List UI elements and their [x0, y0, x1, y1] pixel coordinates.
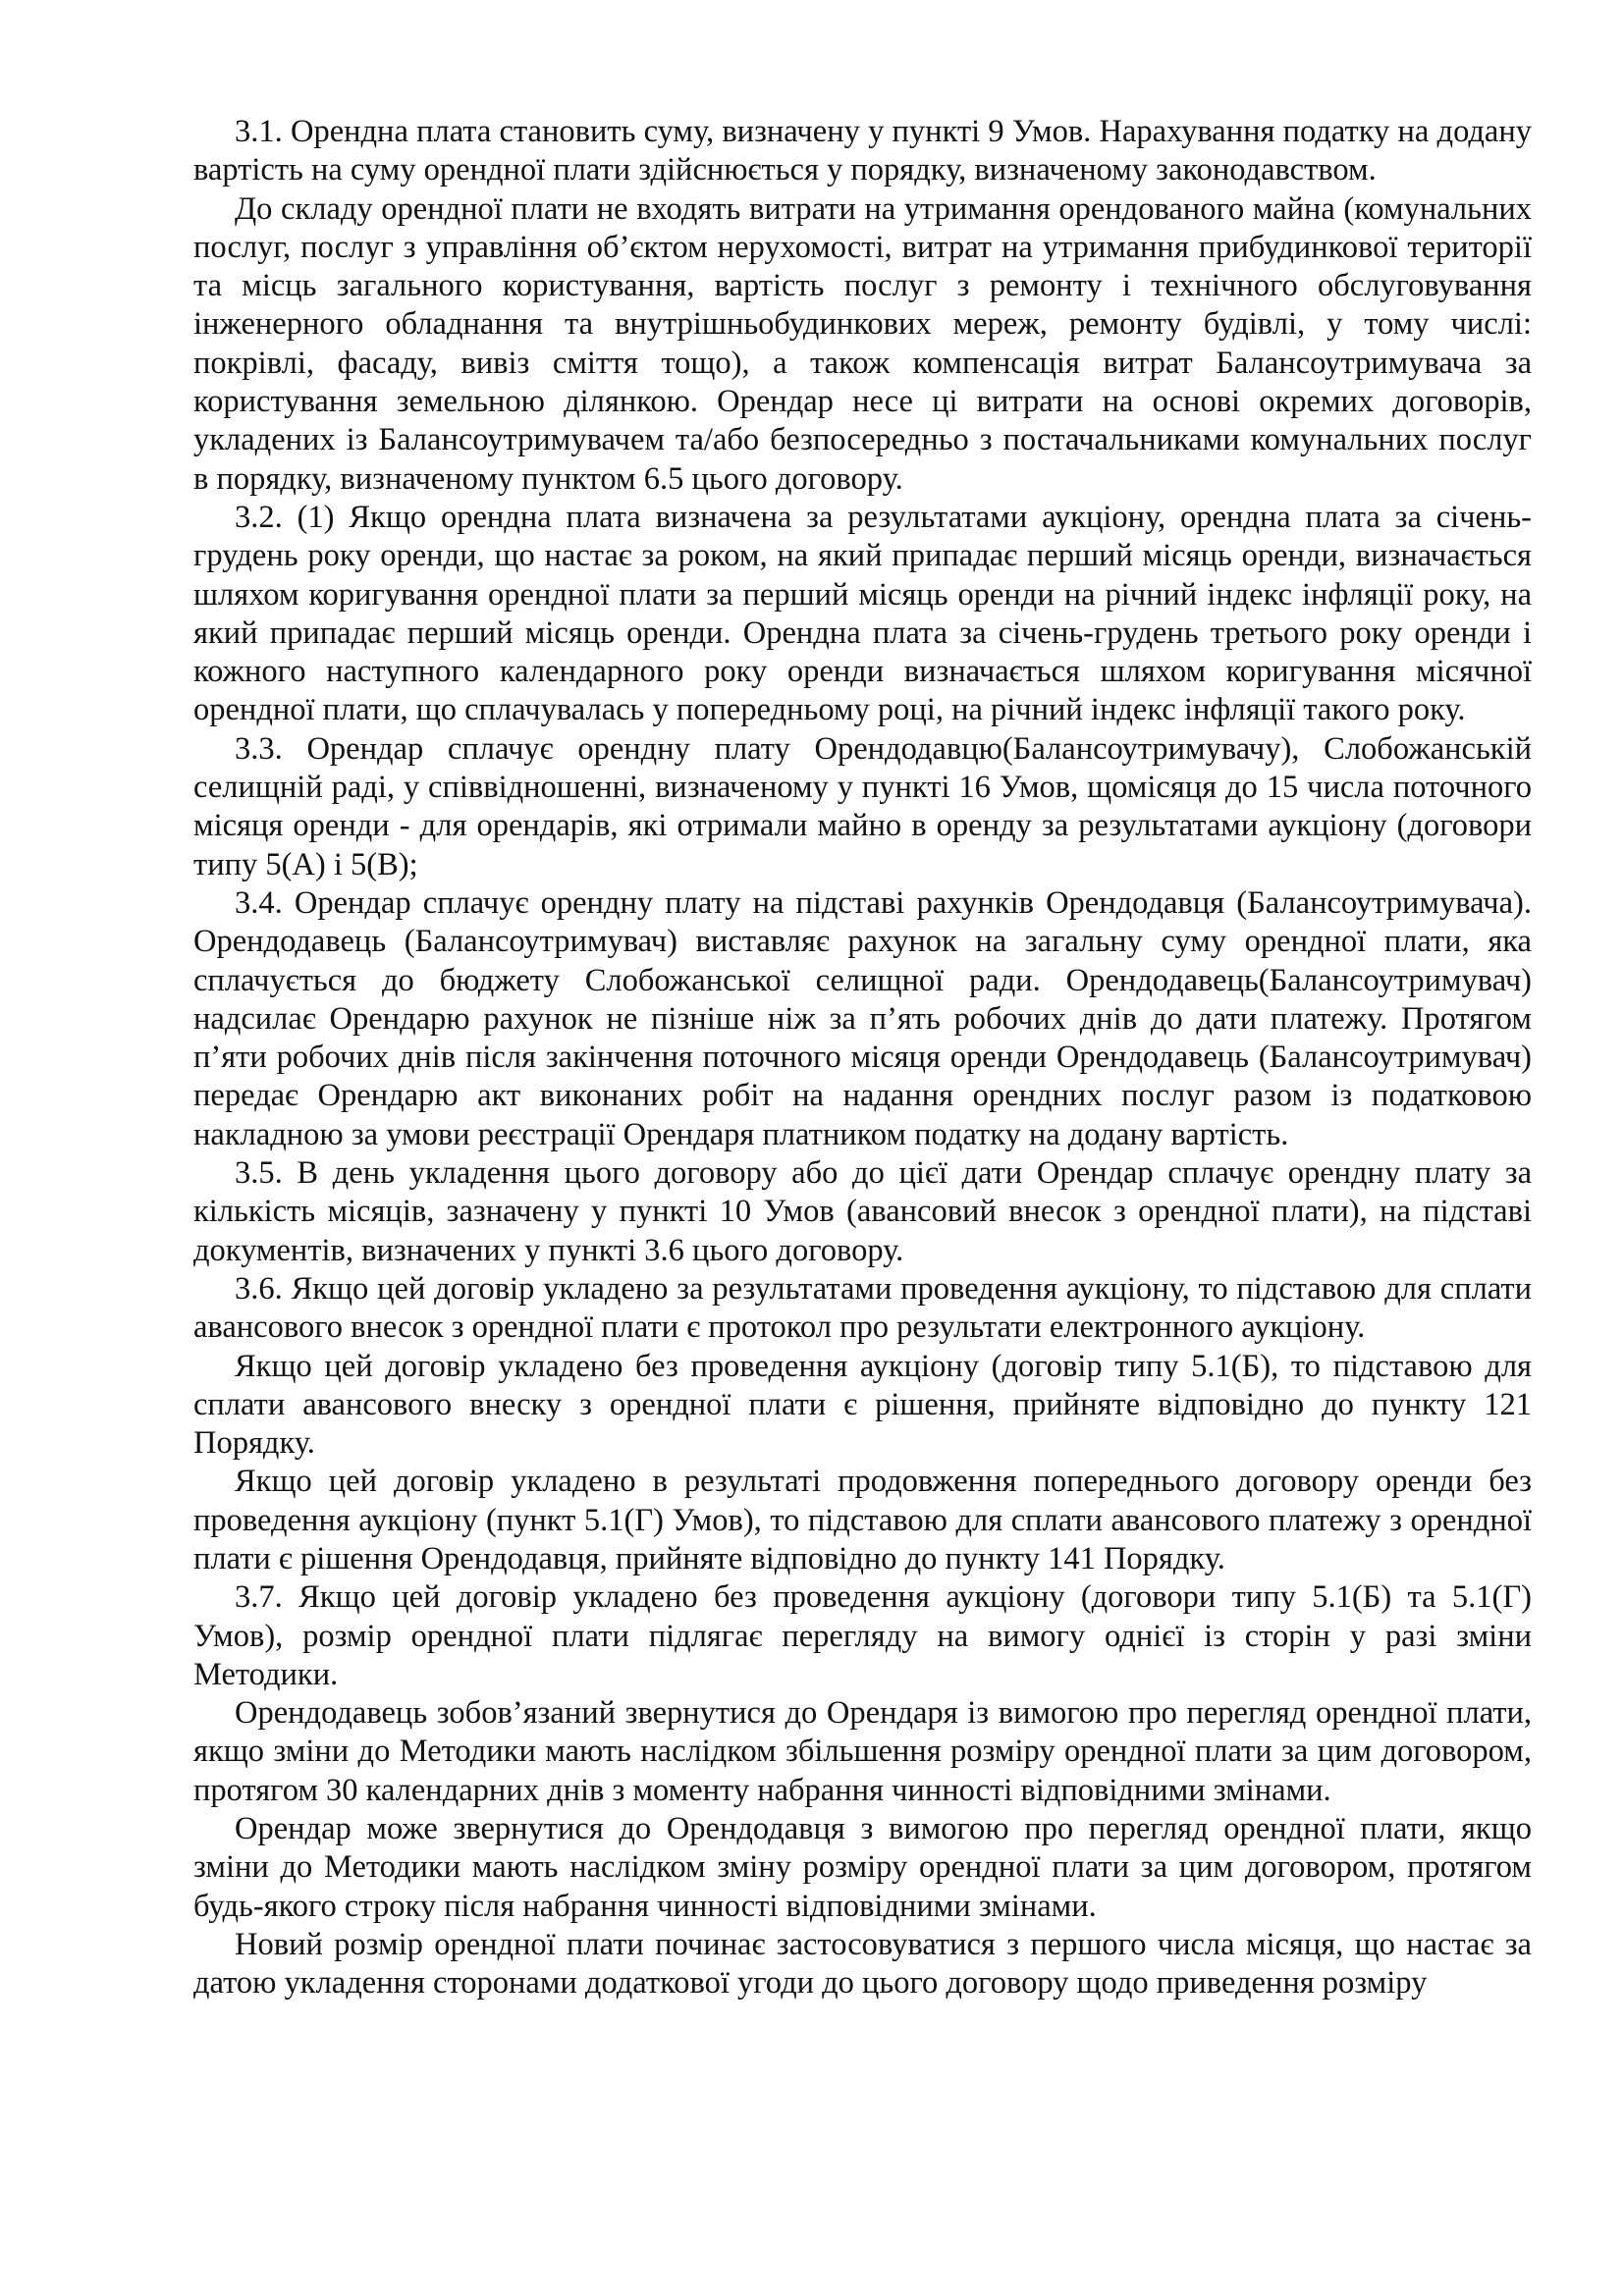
- paragraph-3-2: 3.2. (1) Якщо орендна плата визначена за результатами аукціону, орендна плата за січень-грудень року оренди, що настає за роком, на який припадає перший місяць оренди, визначається шляхом коригування орендної плати за перший місяць оренди на річний індекс інфляції року, на який припадає перший місяць оренди. Орендна плата за січень-грудень третього року оренди і кожного наступного календарного року оренди визначається шляхом коригування місячної орендної плати, що сплачувалась у попередньому році, на річний індекс інфляції такого року.: [193, 499, 1532, 728]
- paragraph-3-7-lessee-right: Орендар може звернутися до Орендодавця з вимогою про перегляд орендної плати, якщо зміни до Методики мають наслідком зміну розміру орендної плати за цим договором, протягом будь-якого строку після набрання чинності відповідними змінами.: [193, 1811, 1532, 1924]
- paragraph-3-1-costs: До складу орендної плати не входять витрати на утримання орендованого майна (комунальних послуг, послуг з управління об’єктом нерухомості, витрат на утримання прибудинкової території та місць загального користування, вартість послуг з ремонту і технічного обслуговування інженерного обладнання та внутрішньобудинкових мереж, ремонту будівлі, у тому числі: покрівлі, фасаду, вивіз сміття тощо), а також компенсація витрат Балансоутримувача за користування земельною ділянкою. Орендар несе ці витрати на основі окремих договорів, укладених із Балансоутримувачем та/або безпосередньо з постачальниками комунальних послуг в порядку, визначеному пунктом 6.5 цього договору.: [193, 190, 1532, 497]
- paragraph-3-5: 3.5. В день укладення цього договору або до цієї дати Орендар сплачує орендну плату за кількість місяців, зазначену у пункті 10 Умов (авансовий внесок з орендної плати), на підставі документів, визначених у пункті 3.6 цього договору.: [193, 1155, 1532, 1268]
- paragraph-3-3: 3.3. Орендар сплачує орендну плату Орендодавцю(Балансоутримувачу), Слобожанській селищній раді, у співвідношенні, визначеному у пункті 16 Умов, щомісяця до 15 числа поточного місяця оренди - для орендарів, які отримали майно в оренду за результатами аукціону (договори типу 5(А) і 5(В);: [193, 730, 1532, 882]
- paragraph-3-6-extension: Якщо цей договір укладено в результаті продовження попереднього договору оренди без проведення аукціону (пункт 5.1(Г) Умов), то підставою для сплати авансового платежу з орендної плати є рішення Орендодавця, прийняте відповідно до пункту 141 Порядку.: [193, 1464, 1532, 1576]
- paragraph-3-1: 3.1. Орендна плата становить суму, визначену у пункті 9 Умов. Нарахування податку на додану вартість на суму орендної плати здійснюється у порядку, визначеному законодавством.: [193, 114, 1532, 188]
- paragraph-3-7-lessor-duty: Орендодавець зобов’язаний звернутися до Орендаря із вимогою про перегляд орендної плати, якщо зміни до Методики мають наслідком збільшення розміру орендної плати за цим договором, протягом 30 календарних днів з моменту набрання чинності відповідними змінами.: [193, 1695, 1532, 1808]
- paragraph-3-4: 3.4. Орендар сплачує орендну плату на підставі рахунків Орендодавця (Балансоутримувача). Орендодавець (Балансоутримувач) виставляє рахунок на загальну суму орендної плати, яка сплачується до бюджету Слобожанської селищної ради. Орендодавець(Балансоутримувач) надсилає Орендарю рахунок не пізніше ніж за п’ять робочих днів до дати платежу. Протягом п’яти робочих днів після закінчення поточного місяця оренди Орендодавець (Балансоутримувач) передає Орендарю акт виконаних робіт на надання орендних послуг разом із податковою накладною за умови реєстрації Орендаря платником податку на додану вартість.: [193, 884, 1532, 1152]
- document-page: [193, 113, 1532, 2003]
- paragraph-3-6-no-auction: Якщо цей договір укладено без проведення аукціону (договір типу 5.1(Б), то підставою для сплати авансового внеску з орендної плати є рішення, прийняте відповідно до пункту 121 Порядку.: [193, 1348, 1532, 1462]
- paragraph-3-7: 3.7. Якщо цей договір укладено без проведення аукціону (договори типу 5.1(Б) та 5.1(Г) Умов), розмір орендної плати підлягає перегляду на вимогу однієї із сторін у разі зміни Методики.: [193, 1579, 1532, 1692]
- paragraph-3-7-new-amount: Новий розмір орендної плати починає застосовуватися з першого числа місяця, що настає за датою укладення сторонами додаткової угоди до цього договору щодо приведення розміру: [193, 1926, 1532, 2002]
- paragraph-3-6: 3.6. Якщо цей договір укладено за результатами проведення аукціону, то підставою для сплати авансового внесок з орендної плати є протокол про результати електронного аукціону.: [193, 1270, 1532, 1346]
